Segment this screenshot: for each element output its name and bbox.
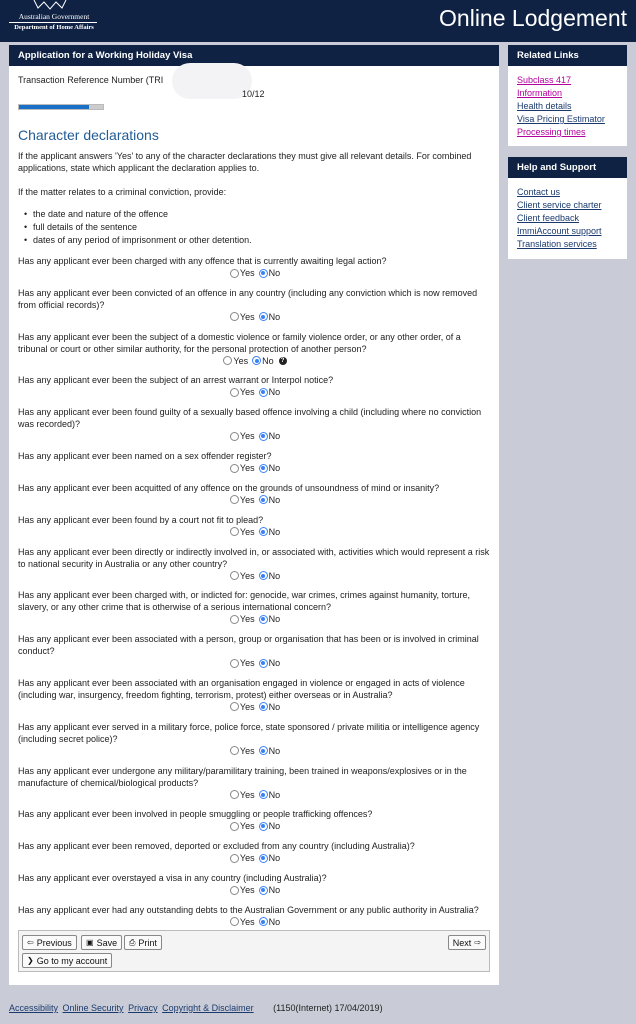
list-item: • the date and nature of the offence <box>18 208 490 221</box>
footer-link-privacy[interactable]: Privacy <box>128 1003 158 1013</box>
yes-no-radio-group <box>18 356 492 366</box>
chevron-right-icon: ❯ <box>27 956 34 965</box>
radio-selected-icon[interactable] <box>259 527 268 536</box>
question-text: Has any applicant ever been acquitted of any offence on the grounds of unsoundness of mind or insanity? <box>18 482 440 493</box>
divider <box>9 22 97 23</box>
question-list <box>18 255 492 927</box>
help-link[interactable]: Client service charter <box>517 200 602 210</box>
radio-no[interactable]: No <box>259 267 281 279</box>
radio-circle-icon[interactable] <box>230 464 239 473</box>
radio-circle-icon[interactable] <box>230 312 239 321</box>
gov-name: Australian Government <box>18 12 90 21</box>
transaction-reference: Transaction Reference Number (TRI <box>18 75 164 85</box>
radio-circle-icon[interactable] <box>230 702 239 711</box>
yes-no-radio-group <box>18 387 492 397</box>
radio-no[interactable]: No <box>259 494 281 506</box>
radio-yes[interactable]: Yes <box>230 745 255 757</box>
radio-yes[interactable]: Yes <box>223 355 248 367</box>
question-block <box>18 808 492 831</box>
question-text: Has any applicant ever been charged with any offence that is currently awaiting legal action? <box>18 256 387 266</box>
yes-no-radio-group <box>18 614 492 624</box>
print-button[interactable]: ⎙ Print <box>124 935 162 950</box>
radio-yes[interactable]: Yes <box>230 526 255 538</box>
yes-no-radio-group <box>18 268 492 278</box>
yes-no-radio-group <box>18 853 492 863</box>
radio-selected-icon[interactable] <box>259 822 268 831</box>
related-links-panel <box>508 45 627 146</box>
question-block <box>18 406 492 441</box>
radio-no[interactable]: No <box>259 820 281 832</box>
yes-no-radio-group <box>18 746 492 756</box>
help-link[interactable]: Client feedback <box>517 213 580 223</box>
dept-name: Department of Home Affairs <box>14 24 94 31</box>
question-text: Has any applicant ever been removed, deported or excluded from any country (including Australia)? <box>18 841 415 852</box>
question-text: Has any applicant ever undergone any military/paramilitary training, been trained in weapons/explosives or in the manufacture of chemical/biological products? <box>18 765 467 788</box>
bullet-list <box>18 208 490 247</box>
question-text: Has any applicant ever been charged with, or indicted for: genocide, war crimes, crimes against humanity, torture, slavery, or any other crime that is otherwise of a serious international concern? <box>18 590 471 613</box>
radio-no[interactable]: No <box>259 852 281 864</box>
radio-selected-icon[interactable] <box>259 464 268 473</box>
radio-no[interactable]: No <box>259 570 281 582</box>
radio-yes[interactable]: Yes <box>230 657 255 669</box>
question-block <box>18 482 492 505</box>
help-title: Help and Support <box>508 157 627 178</box>
question-block <box>18 331 492 366</box>
related-links-list <box>508 66 627 147</box>
question-text: Has any applicant ever been found by a court not fit to plead? <box>18 514 264 525</box>
radio-selected-icon[interactable] <box>259 388 268 397</box>
form-title: Application for a Working Holiday Visa <box>9 45 499 66</box>
radio-selected-icon[interactable] <box>259 615 268 624</box>
radio-selected-icon[interactable] <box>259 495 268 504</box>
question-text: Has any applicant ever been the subject of a domestic violence or family violence order, or any other order, of a tribunal or court or other similar authority, for the personal protection of another person? <box>18 331 461 354</box>
go-to-account-button[interactable]: ❯ Go to my account <box>22 953 112 968</box>
yes-no-radio-group <box>18 885 492 895</box>
yes-no-radio-group <box>18 495 492 505</box>
radio-no[interactable]: No <box>259 657 281 669</box>
radio-circle-icon[interactable] <box>230 432 239 441</box>
question-text: Has any applicant ever had any outstanding debts to the Australian Government or any public authority in Australia? <box>18 904 479 915</box>
footer-link-copyright[interactable]: Copyright & Disclaimer <box>162 1003 254 1013</box>
radio-selected-icon[interactable] <box>259 702 268 711</box>
question-block <box>18 374 492 397</box>
help-question-icon[interactable]: ? <box>279 357 287 365</box>
question-block <box>18 840 492 863</box>
radio-no[interactable]: No <box>259 462 281 474</box>
page-count: 10/12 <box>242 89 265 99</box>
radio-yes[interactable]: Yes <box>230 789 255 801</box>
intro-paragraph: If the matter relates to a criminal conviction, provide: <box>18 187 227 197</box>
radio-yes[interactable]: Yes <box>230 386 255 398</box>
version-info: (1150(Internet) 17/04/2019) <box>273 1003 383 1013</box>
radio-circle-icon[interactable] <box>230 615 239 624</box>
related-links-title: Related Links <box>508 45 627 66</box>
question-block <box>18 677 492 712</box>
radio-no[interactable]: No <box>259 613 281 625</box>
question-text: Has any applicant ever been associated with an organisation engaged in violence or engaged in acts of violence (including war, insurgency, freedom fighting, terrorism, protest) either overseas or in Australia? <box>18 677 465 700</box>
save-button[interactable]: ▣ Save <box>81 935 122 950</box>
question-text: Has any applicant ever been associated with a person, group or organisation that has been or is involved in criminal conduct? <box>18 634 479 657</box>
question-block <box>18 589 492 624</box>
next-button[interactable]: Next ⇨ <box>448 935 486 950</box>
yes-no-radio-group <box>18 821 492 831</box>
help-links-list <box>508 178 627 259</box>
question-block <box>18 633 492 668</box>
radio-selected-icon[interactable] <box>259 790 268 799</box>
radio-selected-icon[interactable] <box>259 432 268 441</box>
radio-circle-icon[interactable] <box>230 659 239 668</box>
radio-yes[interactable]: Yes <box>230 852 255 864</box>
question-text: Has any applicant ever been directly or indirectly involved in, or associated with, activities which would represent a risk to national security in Australia or any other country? <box>18 546 490 569</box>
yes-no-radio-group <box>18 658 492 668</box>
question-text: Has any applicant ever been the subject of an arrest warrant or Interpol notice? <box>18 375 334 386</box>
question-block <box>18 904 492 927</box>
main-panel <box>9 45 499 985</box>
radio-no[interactable]: No <box>259 526 281 538</box>
radio-yes[interactable]: Yes <box>230 820 255 832</box>
help-link[interactable]: Contact us <box>517 187 561 197</box>
question-text: Has any applicant ever served in a military force, police force, state sponsored / private militia or intelligence agency (including secret police)? <box>18 721 480 744</box>
radio-circle-icon[interactable] <box>230 822 239 831</box>
radio-circle-icon[interactable] <box>230 495 239 504</box>
yes-no-radio-group <box>18 790 492 800</box>
radio-circle-icon[interactable] <box>230 854 239 863</box>
related-link[interactable]: Information <box>517 88 563 98</box>
radio-selected-icon[interactable] <box>259 659 268 668</box>
help-panel <box>508 157 627 259</box>
radio-circle-icon[interactable] <box>230 886 239 895</box>
printer-icon: ⎙ <box>129 937 136 947</box>
radio-yes[interactable]: Yes <box>230 701 255 713</box>
radio-yes[interactable]: Yes <box>230 570 255 582</box>
radio-no[interactable]: No <box>259 311 281 323</box>
redaction-blur <box>172 63 252 99</box>
radio-yes[interactable]: Yes <box>230 916 255 928</box>
radio-circle-icon[interactable] <box>223 356 232 365</box>
question-block <box>18 255 492 278</box>
related-link[interactable]: Subclass 417 <box>517 75 572 85</box>
radio-selected-icon[interactable] <box>259 854 268 863</box>
radio-selected-icon[interactable] <box>259 269 268 278</box>
question-text: Has any applicant ever been named on a sex offender register? <box>18 451 272 462</box>
section-title: Character declarations <box>18 127 159 143</box>
radio-selected-icon[interactable] <box>259 571 268 580</box>
footer-link-accessibility[interactable]: Accessibility <box>9 1003 59 1013</box>
footer <box>9 1003 383 1013</box>
radio-yes[interactable]: Yes <box>230 267 255 279</box>
yes-no-radio-group <box>18 463 492 473</box>
radio-circle-icon[interactable] <box>230 790 239 799</box>
yes-no-radio-group <box>18 312 492 322</box>
radio-yes[interactable]: Yes <box>230 430 255 442</box>
question-text: Has any applicant ever overstayed a visa in any country (including Australia)? <box>18 873 327 883</box>
question-block <box>18 872 492 895</box>
arrow-right-icon: ⇨ <box>474 938 481 947</box>
progress-bar <box>18 104 104 110</box>
radio-selected-icon[interactable] <box>259 312 268 321</box>
floppy-disk-icon: ▣ <box>86 938 94 947</box>
intro-text <box>18 150 490 247</box>
radio-yes[interactable]: Yes <box>230 613 255 625</box>
radio-yes[interactable]: Yes <box>230 494 255 506</box>
radio-yes[interactable]: Yes <box>230 884 255 896</box>
yes-no-radio-group <box>18 702 492 712</box>
button-bar <box>18 930 490 972</box>
radio-yes[interactable]: Yes <box>230 462 255 474</box>
footer-link-security[interactable]: Online Security <box>62 1003 124 1013</box>
yes-no-radio-group <box>18 527 492 537</box>
help-link[interactable]: ImmiAccount support <box>517 226 602 236</box>
radio-no[interactable]: No <box>259 916 281 928</box>
radio-selected-icon[interactable] <box>252 356 261 365</box>
yes-no-radio-group <box>18 571 492 581</box>
radio-no[interactable]: No <box>259 745 281 757</box>
related-link[interactable]: Health details <box>517 101 572 111</box>
radio-no[interactable]: No <box>259 701 281 713</box>
question-block <box>18 765 492 800</box>
question-text: Has any applicant ever been involved in people smuggling or people trafficking offences? <box>18 809 373 820</box>
radio-circle-icon[interactable] <box>230 388 239 397</box>
yes-no-radio-group <box>18 917 492 927</box>
radio-no[interactable]: No <box>259 789 281 801</box>
question-block <box>18 287 492 322</box>
question-block <box>18 546 492 581</box>
related-link[interactable]: Visa Pricing Estimator <box>517 114 605 124</box>
radio-circle-icon[interactable] <box>230 746 239 755</box>
radio-no[interactable]: No <box>259 430 281 442</box>
list-item: • full details of the sentence <box>18 221 490 234</box>
progress-fill <box>19 105 89 109</box>
radio-circle-icon[interactable] <box>230 527 239 536</box>
list-item: • dates of any period of imprisonment or other detention. <box>18 234 490 247</box>
question-text: Has any applicant ever been convicted of an offence in any country (including any conviction which is now removed from official records)? <box>18 287 478 310</box>
question-block <box>18 721 492 756</box>
radio-circle-icon[interactable] <box>230 917 239 926</box>
site-header <box>0 0 636 42</box>
question-block <box>18 450 492 473</box>
radio-no[interactable]: No <box>252 355 274 367</box>
app-title: Online Lodgement <box>439 5 627 31</box>
related-link[interactable]: Processing times <box>517 127 586 137</box>
radio-selected-icon[interactable] <box>259 917 268 926</box>
previous-button[interactable]: ⇦ Previous <box>22 935 77 950</box>
question-block <box>18 514 492 537</box>
arrow-left-icon: ⇦ <box>27 938 34 947</box>
radio-selected-icon[interactable] <box>259 886 268 895</box>
radio-selected-icon[interactable] <box>259 746 268 755</box>
radio-circle-icon[interactable] <box>230 269 239 278</box>
yes-no-radio-group <box>18 431 492 441</box>
question-text: Has any applicant ever been found guilty of a sexually based offence involving a child (including where no conviction was recorded)? <box>18 407 482 430</box>
radio-circle-icon[interactable] <box>230 571 239 580</box>
intro-paragraph: If the applicant answers 'Yes' to any of the character declarations they must give all relevant details. For combined applications, state which applicant the declaration applies to. <box>18 151 472 173</box>
help-link[interactable]: Translation services <box>517 239 597 249</box>
coat-of-arms-icon <box>30 0 70 10</box>
radio-yes[interactable]: Yes <box>230 311 255 323</box>
radio-no[interactable]: No <box>259 386 281 398</box>
radio-no[interactable]: No <box>259 884 281 896</box>
